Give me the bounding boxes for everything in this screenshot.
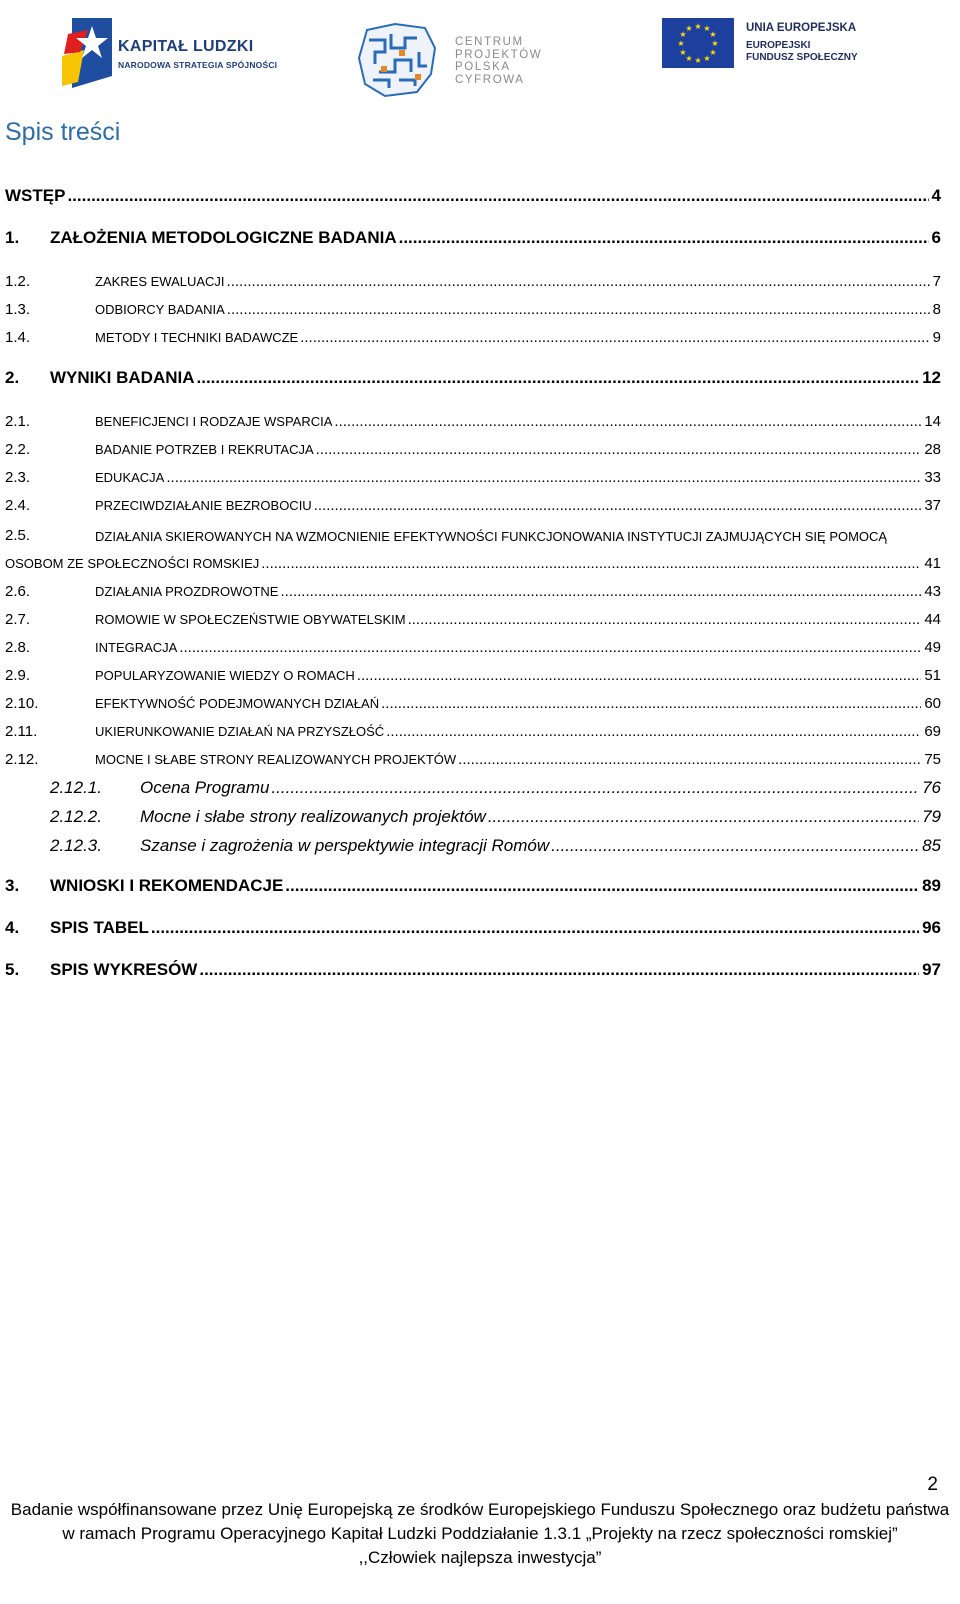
toc-entry-text: UKIERUNKOWANIE DZIAŁAŃ NA PRZYSZŁOŚĆ	[95, 724, 385, 739]
toc-leader-dots	[399, 228, 929, 248]
footer-line2: w ramach Programu Operacyjnego Kapitał Ludzki Poddziałanie 1.3.1 „Projekty na rzecz społeczności romskiej”	[62, 1524, 898, 1543]
svg-text:★: ★	[685, 24, 693, 33]
toc-page-number: 43	[924, 583, 941, 600]
toc-entry-text: WNIOSKI I REKOMENDACJE	[50, 876, 284, 895]
toc-entry-number: 1.3.	[5, 301, 31, 318]
toc-entry-2-3[interactable]	[0, 464, 941, 490]
toc-entry-number: 2.7.	[5, 611, 31, 628]
toc-entry-text: EDUKACJA	[95, 470, 165, 485]
toc-entry-text: DZIAŁANIA PROZDROWOTNE	[95, 584, 279, 599]
kapital-ludzki-logo	[58, 16, 278, 94]
svg-text:★: ★	[711, 39, 719, 48]
toc-entry-2-5-continued[interactable]	[0, 550, 941, 576]
toc-entry-2-12-1[interactable]	[0, 776, 941, 802]
toc-entry-text: ODBIORCY BADANIA	[95, 302, 225, 317]
toc-entry-text: EFEKTYWNOŚĆ PODEJMOWANYCH DZIAŁAŃ	[95, 696, 380, 711]
toc-leader-dots	[197, 368, 920, 388]
toc-entry-number: 3.	[5, 876, 20, 895]
toc-leader-dots	[271, 778, 919, 798]
toc-entry-number: 2.1.	[5, 413, 31, 430]
toc-page-number: 28	[924, 441, 941, 458]
toc-leader-dots	[314, 497, 922, 514]
toc-page-number: 96	[922, 918, 941, 937]
toc-leader-dots	[261, 555, 921, 572]
cyfrowa-line: CYFROWA	[455, 73, 525, 86]
toc-page-number: 97	[922, 960, 941, 979]
page-title: Spis treści	[5, 118, 121, 146]
toc-entry-number: 2.5.	[5, 527, 31, 544]
svg-text:★: ★	[694, 22, 702, 31]
toc-entry-2-9[interactable]	[0, 662, 941, 688]
toc-page-number: 41	[924, 555, 941, 572]
toc-leader-dots	[381, 695, 921, 712]
svg-text:★: ★	[679, 48, 687, 57]
toc-leader-dots	[166, 469, 921, 486]
toc-entry-2-12-2[interactable]	[0, 805, 941, 831]
toc-entry-2-1[interactable]	[0, 408, 941, 434]
toc-entry-text: OSOBOM ZE SPOŁECZNOŚCI ROMSKIEJ	[5, 556, 260, 571]
centrum-projektow-text	[455, 36, 542, 86]
footer-line1: Badanie współfinansowane przez Unię Europejską ze środków Europejskiego Funduszu Społecznego oraz budżetu państwa	[10, 1500, 950, 1519]
toc-entry-2-6[interactable]	[0, 578, 941, 604]
footer	[0, 1498, 960, 1570]
toc-entry-text: SPIS WYKRESÓW	[50, 960, 198, 979]
toc-page-number: 51	[924, 667, 941, 684]
toc-leader-dots	[551, 836, 919, 856]
toc-entry-text-line1: DZIAŁANIA SKIEROWANYCH NA WZMOCNIENIE EFEKTYWNOŚCI FUNKCJONOWANIA INSTYTUCJI ZAJMUJĄCYCH SIĘ POMOCĄ	[95, 529, 888, 544]
toc-entry-2-10[interactable]	[0, 690, 941, 716]
eu-flag-icon	[662, 18, 734, 68]
toc-entry-number: 1.4.	[5, 329, 31, 346]
toc-entry-2-12-3[interactable]	[0, 834, 941, 860]
toc-entry-text: BADANIE POTRZEB I REKRUTACJA	[95, 442, 314, 457]
svg-text:★: ★	[709, 48, 717, 57]
svg-text:★: ★	[709, 30, 717, 39]
toc-entry-2-2[interactable]	[0, 436, 941, 462]
toc-entry-text: BENEFICJENCI I RODZAJE WSPARCIA	[95, 414, 333, 429]
toc-entry-number: 2.12.1.	[50, 778, 102, 797]
toc-entry-text: MOCNE I SŁABE STRONY REALIZOWANYCH PROJEKTÓW	[95, 752, 457, 767]
toc-entry-2[interactable]	[0, 366, 941, 392]
toc-entry-number: 2.12.2.	[50, 807, 102, 826]
toc-entry-1-3[interactable]	[0, 296, 941, 322]
toc-page-number: 8	[932, 301, 941, 318]
toc-entry-text: Ocena Programu	[140, 778, 270, 797]
toc-leader-dots	[458, 751, 921, 768]
toc-page-number: 49	[924, 639, 941, 656]
toc-leader-dots	[386, 723, 921, 740]
toc-page-number: 14	[924, 413, 941, 430]
toc-leader-dots	[285, 876, 919, 896]
kapital-ludzki-star-icon	[58, 16, 114, 88]
toc-leader-dots	[357, 667, 922, 684]
toc-leader-dots	[179, 639, 921, 656]
toc-entry-text: ZAKRES EWALUACJI	[95, 274, 225, 289]
svg-text:★: ★	[694, 56, 702, 65]
toc-entry-text: METODY I TECHNIKI BADAWCZE	[95, 330, 299, 345]
toc-page-number: 75	[924, 751, 941, 768]
toc-entry-1-2[interactable]	[0, 268, 941, 294]
toc-page-number: 60	[924, 695, 941, 712]
toc-entry-text: WSTĘP	[5, 186, 66, 205]
toc-entry-text: Mocne i słabe strony realizowanych projektów	[140, 807, 486, 826]
toc-entry-number: 2.4.	[5, 497, 31, 514]
toc-entry-text: WYNIKI BADANIA	[50, 368, 195, 387]
toc-leader-dots	[199, 960, 919, 980]
centrum-line: CENTRUM	[455, 36, 524, 48]
toc-leader-dots	[227, 301, 930, 318]
toc-entry-number: 1.	[5, 228, 20, 247]
toc-entry-number: 2.8.	[5, 639, 31, 656]
toc-page-number: 12	[922, 368, 941, 387]
svg-text:★: ★	[703, 54, 711, 63]
toc-entry-2-4[interactable]	[0, 492, 941, 518]
toc-leader-dots	[488, 807, 919, 827]
toc-page-number: 69	[924, 723, 941, 740]
footer-line3: ,,Człowiek najlepsza inwestycja”	[358, 1548, 602, 1567]
svg-text:★: ★	[679, 30, 687, 39]
toc-leader-dots	[280, 583, 921, 600]
toc-entry-number: 2.12.	[5, 751, 39, 768]
toc-leader-dots	[227, 273, 930, 290]
toc-entry-number: 2.9.	[5, 667, 31, 684]
toc-entry-number: 1.2.	[5, 273, 31, 290]
toc-leader-dots	[334, 413, 921, 430]
svg-text:★: ★	[703, 24, 711, 33]
svg-text:★: ★	[677, 39, 685, 48]
toc-leader-dots	[151, 918, 919, 938]
toc-page-number: 33	[924, 469, 941, 486]
toc-entry-number: 2.2.	[5, 441, 31, 458]
header-logos	[0, 0, 960, 110]
toc-entry-number: 2.10.	[5, 695, 39, 712]
toc-page-number: 4	[931, 186, 941, 205]
centrum-projektow-map-icon	[355, 22, 439, 98]
toc-page-number: 44	[924, 611, 941, 628]
toc-page-number: 9	[932, 329, 941, 346]
toc-entry-2-7[interactable]	[0, 606, 941, 632]
toc-page-number: 79	[922, 807, 941, 826]
page-number: 2	[927, 1474, 938, 1495]
projektow-line: PROJEKTÓW	[455, 48, 543, 61]
toc-leader-dots	[316, 441, 922, 458]
toc-entry-text: Szanse i zagrożenia w perspektywie integracji Romów	[140, 836, 550, 855]
ue-title: UNIA EUROPEJSKA	[746, 22, 857, 34]
toc-entry-wstep[interactable]	[0, 184, 941, 210]
toc-page-number: 7	[932, 273, 941, 290]
toc-entry-text: ZAŁOŻENIA METODOLOGICZNE BADANIA	[50, 228, 397, 247]
toc-entry-2-12[interactable]	[0, 746, 941, 772]
toc-entry-2-8[interactable]	[0, 634, 941, 660]
toc-page-number: 89	[922, 876, 941, 895]
kapital-ludzki-subtitle: NARODOWA STRATEGIA SPÓJNOŚCI	[118, 60, 278, 70]
toc-page-number: 6	[931, 228, 941, 247]
toc-entry-5[interactable]	[0, 958, 941, 984]
toc-entry-number: 2.3.	[5, 469, 31, 486]
toc-entry-number: 2.11.	[5, 723, 38, 740]
kapital-ludzki-title: KAPITAŁ LUDZKI	[118, 38, 254, 55]
toc-entry-number: 2.6.	[5, 583, 31, 600]
toc-entry-text: PRZECIWDZIAŁANIE BEZROBOCIU	[95, 498, 312, 513]
centrum-projektow-logo	[355, 22, 565, 102]
toc-leader-dots	[408, 611, 922, 628]
toc-entry-2-11[interactable]	[0, 718, 941, 744]
toc-entry-number: 2.	[5, 368, 20, 387]
toc-entry-text: POPULARYZOWANIE WIEDZY O ROMACH	[95, 668, 355, 683]
toc-entry-text: ROMOWIE W SPOŁECZEŃSTWIE OBYWATELSKIM	[95, 612, 406, 627]
toc-page-number: 85	[922, 836, 941, 855]
toc-entry-number: 5.	[5, 960, 20, 979]
toc-entry-4[interactable]	[0, 916, 941, 942]
unia-europejska-logo	[662, 16, 882, 96]
svg-text:★: ★	[685, 54, 693, 63]
toc-entry-1[interactable]	[0, 226, 941, 252]
ue-subtitle	[746, 40, 858, 64]
toc-entry-number: 4.	[5, 918, 20, 937]
toc-entry-text: SPIS TABEL	[50, 918, 149, 937]
toc-entry-text: INTEGRACJA	[95, 640, 178, 655]
toc-entry-1-4[interactable]	[0, 324, 941, 350]
toc-entry-2-5[interactable]	[0, 522, 941, 548]
toc-page-number: 76	[922, 778, 941, 797]
toc-page-number: 37	[924, 497, 941, 514]
toc-leader-dots	[67, 186, 928, 206]
toc-entry-3[interactable]	[0, 874, 941, 900]
ue-subtitle-line1: EUROPEJSKI	[746, 40, 811, 51]
polska-line: POLSKA	[455, 61, 511, 73]
ue-subtitle-line2: FUNDUSZ SPOŁECZNY	[746, 52, 858, 63]
toc-leader-dots	[300, 329, 929, 346]
toc-entry-number: 2.12.3.	[50, 836, 102, 855]
